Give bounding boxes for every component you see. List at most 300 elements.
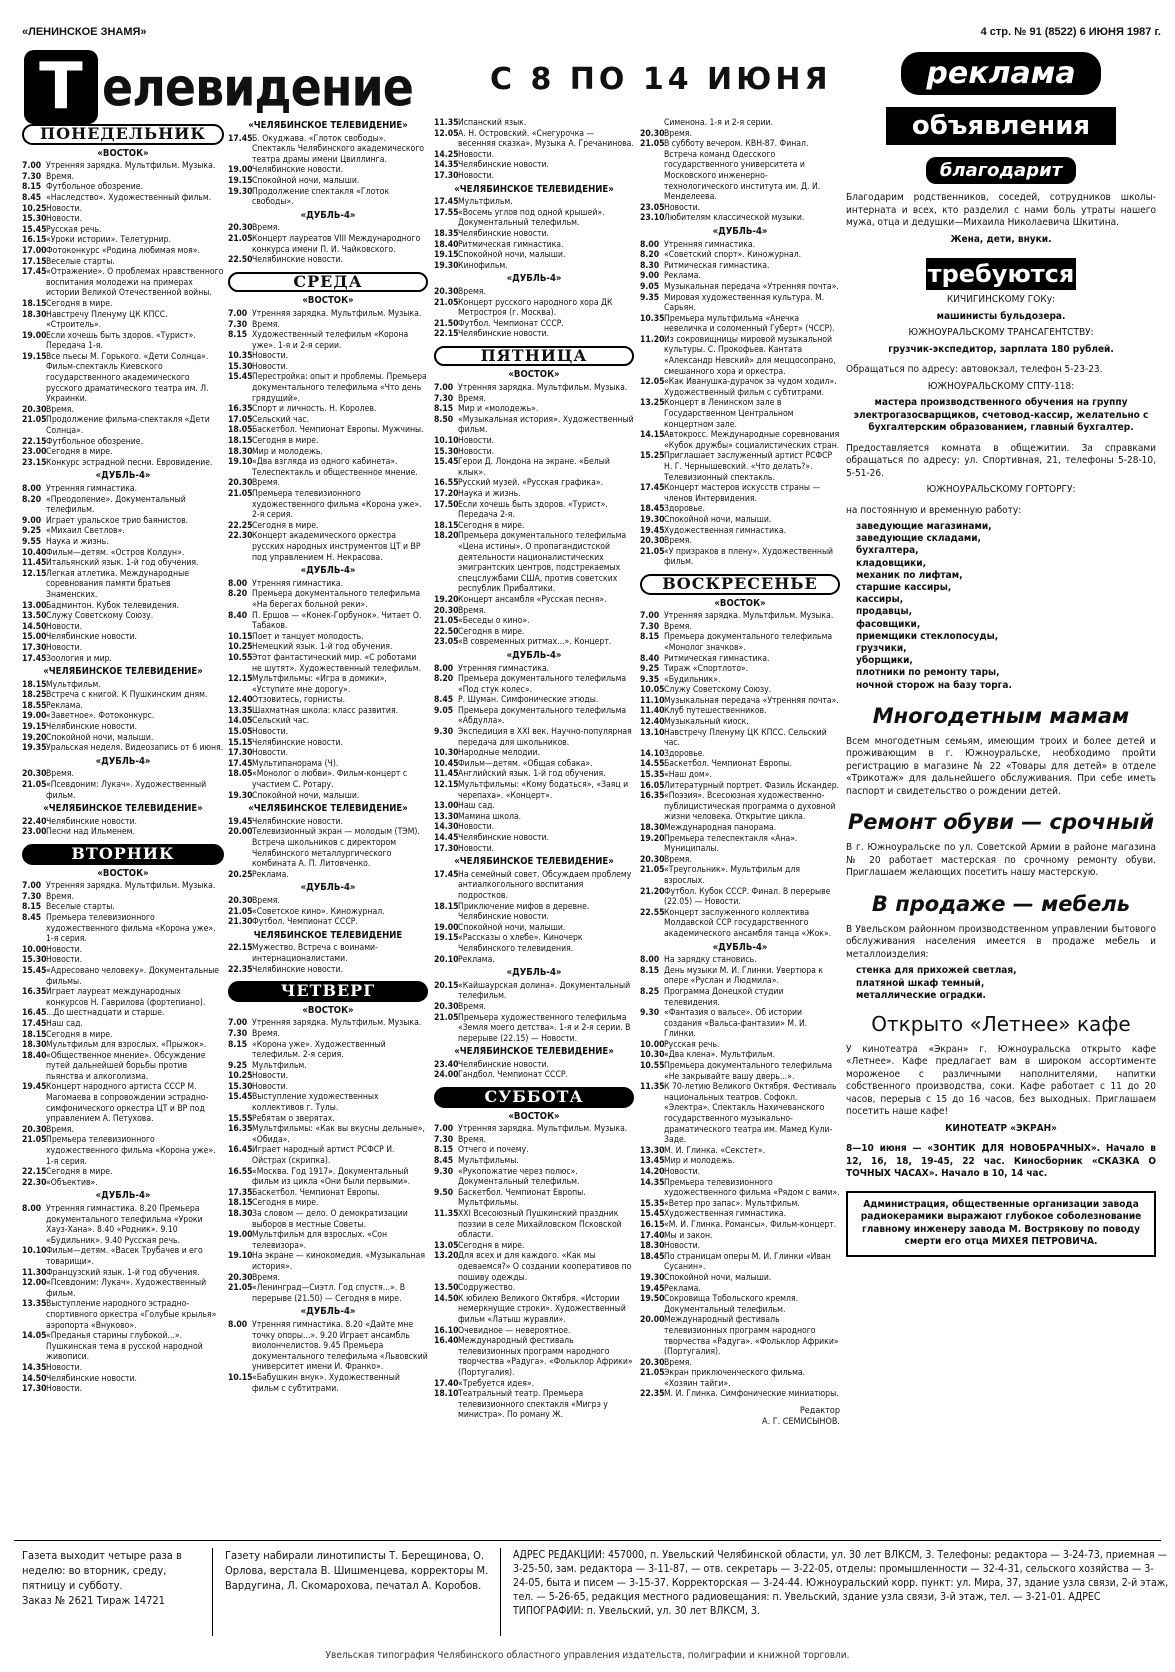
ads-banner-announcements: объявления: [886, 107, 1116, 145]
program-list: [434, 981, 634, 1045]
program-title: Футбольное обозрение.: [46, 436, 144, 447]
program-time: 19.10: [228, 457, 253, 468]
program-row: [228, 1251, 428, 1272]
program-time: 20.30: [434, 286, 459, 297]
program-row: [434, 1002, 634, 1013]
program-row: [640, 664, 840, 675]
editor-credit: [640, 1406, 840, 1427]
program-time: 22.40: [22, 816, 47, 827]
program-row: [640, 240, 840, 251]
program-time: 14.05: [228, 716, 253, 727]
program-title: Немецкий язык. 1-й год обучения.: [252, 642, 393, 653]
ads-banner-wanted: требуются: [927, 260, 1075, 288]
program-row: [22, 680, 224, 691]
program-title: Играет уральское трио баянистов.: [46, 515, 189, 526]
program-time: 19.00: [22, 330, 47, 341]
program-title: «Поэзия». Всесоюзная художественно-публицистическая программа о духовной жизни человека. Открытие цикла.: [664, 791, 836, 823]
program-time: 13.05: [434, 1240, 459, 1251]
program-title: Новости.: [46, 955, 83, 966]
program-title: «Преодоление». Документальный телефильм.: [46, 494, 186, 516]
day-heading-tuesday: ВТОРНИК: [22, 844, 224, 865]
program-title: Челябинские новости.: [46, 632, 137, 643]
program-row: [22, 892, 224, 903]
program-row: [22, 945, 224, 956]
program-time: 17.30: [22, 1384, 47, 1395]
program-time: 13.25: [640, 398, 665, 409]
program-time: 14.25: [434, 149, 459, 160]
program-row: [640, 1284, 840, 1295]
program-title: Музыкальный киоск.: [664, 717, 749, 728]
program-time: 18.25: [22, 690, 47, 701]
program-row: [434, 812, 634, 823]
channel-heading: «ВОСТОК»: [97, 867, 149, 879]
program-row: [228, 531, 428, 563]
program-list: [22, 881, 224, 1188]
program-row: [640, 504, 840, 515]
program-row: [22, 632, 224, 643]
program-time: 16.55: [434, 478, 459, 489]
program-title: Реклама.: [664, 1283, 701, 1294]
program-row: [640, 675, 840, 686]
program-time: 18.45: [640, 1251, 665, 1262]
program-row: [228, 320, 428, 331]
program-row: [22, 1051, 224, 1083]
program-time: 17.35: [228, 1187, 253, 1198]
program-time: 22.25: [228, 520, 253, 531]
program-row: [228, 1167, 428, 1188]
program-row: [22, 267, 224, 299]
program-row: [640, 1008, 840, 1040]
program-time: 11.40: [640, 706, 665, 717]
program-row: [22, 701, 224, 712]
program-time: 18.15: [22, 679, 47, 690]
program-title: «Преданья старины глубокой...». Пушкинская тема в русской народной живописи.: [46, 1331, 203, 1363]
cinema-heading: КИНОТЕАТР «ЭКРАН»: [945, 1122, 1057, 1134]
program-time: 22.30: [22, 1177, 47, 1188]
program-row: [434, 240, 634, 251]
program-title: А. Н. Островский. «Снегурочка — весенняя сказка». Музыка А. Гречанинова.: [458, 128, 634, 150]
program-row: [434, 727, 634, 748]
program-list: [640, 240, 840, 568]
channel-heading: «ВОСТОК»: [508, 369, 560, 381]
program-row: [434, 160, 634, 171]
program-time: 18.30: [228, 446, 253, 457]
program-row: [228, 1145, 428, 1166]
ad-text-furniture: В Увельском районном производственном управлении бытового обслуживания населения имеется в продаже мебель и металлоизделия:: [846, 923, 1156, 960]
program-time: 19.15: [22, 351, 47, 362]
program-title: Время.: [252, 223, 280, 234]
program-time: 9.25: [228, 1060, 248, 1071]
program-time: 19.30: [640, 514, 665, 525]
program-title: Мы и закон.: [664, 1230, 713, 1241]
program-title: Время.: [458, 1001, 486, 1012]
program-title: Литературный портрет. Фазиль Искандер.: [664, 780, 840, 791]
program-time: 17.55: [434, 207, 459, 218]
program-time: 10.45: [434, 758, 459, 769]
program-row: [434, 822, 634, 833]
program-title: Время.: [252, 895, 280, 906]
program-time: 14.45: [434, 833, 459, 843]
list-item: кассиры,: [856, 594, 904, 606]
program-title: Время.: [458, 286, 486, 297]
program-time: 20.30: [228, 478, 253, 489]
program-time: 19.20: [22, 732, 47, 743]
program-time: 22.35: [228, 964, 253, 975]
program-row: [228, 579, 428, 590]
program-title: Время.: [252, 319, 280, 330]
program-row: [22, 569, 224, 601]
program-time: 8.20: [434, 674, 454, 685]
program-title: «Кайшаурская долина». Документальный телефильм.: [458, 980, 631, 1002]
program-title: Зоология и мир.: [46, 653, 112, 664]
program-title: Отзовитесь, горнисты.: [252, 695, 346, 706]
program-row: [228, 1018, 428, 1029]
program-time: 23.15: [22, 457, 47, 468]
program-time: 11.35: [640, 1082, 665, 1093]
program-time: 10.35: [640, 313, 665, 324]
program-title: Тираж «Спортлото».: [664, 664, 749, 675]
program-row: [434, 1294, 634, 1326]
ad-heading-cafe: Открыто «Летнее» кафе: [871, 1011, 1131, 1036]
program-time: 10.30: [640, 1050, 665, 1061]
program-title: Художественный телефильм «Корона уже». 1-я и 2-я серии.: [252, 330, 409, 351]
program-row: [228, 791, 428, 802]
program-row: [228, 653, 428, 674]
list-item: грузчики,: [856, 643, 907, 655]
channel-heading: «ДУБЛЬ-4»: [300, 209, 356, 221]
publication-schedule: Газета выходит четыре раза в неделю: во вторник, среду, пятницу и субботу.: [22, 1549, 182, 1592]
program-title: Новости.: [252, 351, 289, 362]
program-row: [640, 293, 840, 314]
program-title: Конкурс эстрадной песни. Евровидение.: [46, 457, 213, 468]
program-row: [434, 229, 634, 240]
program-title: Спокойной ночи, малыши.: [46, 732, 154, 743]
program-time: 7.00: [22, 881, 42, 892]
program-time: 15.30: [22, 955, 47, 966]
program-title: «Беседы о кино».: [458, 616, 530, 627]
program-list: [22, 161, 224, 468]
program-title: Челябинские новости.: [46, 722, 137, 733]
program-time: 21.05: [22, 1135, 47, 1146]
employer-heading: ЮЖНОУРАЛЬСКОМУ ТРАНСАГЕНТСТВУ:: [908, 327, 1094, 338]
list-item: плотники по ремонту тары,: [856, 667, 1000, 679]
channel-heading: «ДУБЛЬ-4»: [300, 882, 356, 894]
program-time: 19.20: [434, 594, 459, 605]
program-time: 15.30: [434, 446, 459, 457]
program-row: [228, 674, 428, 695]
program-title: Время.: [46, 404, 74, 415]
program-title: Герои Д. Лондона на экране. «Белый клык».: [458, 457, 610, 478]
program-title: «Два клена». Мультфильм.: [664, 1050, 775, 1061]
program-title: «Общественное мнение». Обсуждение путей дальнейшей борьбы против пьянства и алкоголизма.: [46, 1050, 206, 1082]
program-time: 7.00: [434, 383, 454, 394]
channel-heading: «ДУБЛЬ-4»: [95, 470, 151, 482]
program-row: [22, 643, 224, 654]
program-row: [640, 430, 840, 451]
program-row: [434, 769, 634, 780]
program-row: [228, 489, 428, 521]
program-title: Баскетбол. Чемпионат Европы.: [252, 1187, 380, 1198]
program-title: Спокойной ночи, малыши.: [252, 790, 360, 801]
program-time: 23.00: [22, 827, 47, 838]
program-row: [228, 706, 428, 717]
channel-heading: «ЧЕЛЯБИНСКОЕ ТЕЛЕВИДЕНИЕ»: [454, 1046, 614, 1058]
program-row: [22, 611, 224, 622]
program-title: Сегодня в мире.: [46, 1167, 113, 1178]
channel-heading: «ЧЕЛЯБИНСКОЕ ТЕЛЕВИДЕНИЕ»: [248, 120, 408, 131]
program-title: Сокровища Тобольского кремля. Документальный телефильм.: [664, 1294, 799, 1315]
program-title: «Уроки истории». Телетурнир.: [46, 235, 171, 246]
program-time: 8.40: [640, 653, 660, 664]
program-row: [22, 722, 224, 733]
program-time: 8.45: [22, 192, 42, 203]
program-title: «Объектив».: [46, 1177, 98, 1188]
program-time: 8.00: [640, 239, 660, 250]
program-row: [434, 844, 634, 855]
program-time: 10.40: [22, 547, 47, 558]
program-time: 14.35: [22, 1362, 47, 1373]
program-title: Очевидное — невероятное.: [458, 1325, 571, 1336]
program-row: [640, 611, 840, 622]
program-time: 21.05: [640, 865, 665, 876]
program-row: [434, 981, 634, 1002]
program-time: 22.35: [640, 1389, 665, 1400]
program-row: [640, 632, 840, 653]
program-time: 18.15: [434, 901, 459, 912]
program-title: Премьера документального телефильма «Абдулла».: [458, 705, 627, 727]
program-time: 19.15: [434, 933, 459, 944]
program-title: Международный фестиваль телевизионных программ народного творчества «Радуга». «Фольклор Африки» (Португалия).: [458, 1336, 633, 1378]
program-row: [22, 1167, 224, 1178]
program-time: 8.20: [22, 494, 42, 505]
program-title: Веселые старты.: [46, 256, 115, 267]
program-row: [22, 526, 224, 537]
program-time: 7.30: [228, 1028, 248, 1039]
program-row: [228, 943, 428, 964]
program-row: [22, 1384, 224, 1395]
program-row: [22, 1246, 224, 1267]
program-time: 8.45: [434, 1156, 454, 1167]
program-time: 14.35: [640, 1177, 665, 1188]
program-title: Сегодня в мире.: [458, 1240, 525, 1251]
program-title: Автокросс. Международные соревнования «Кубок дружбы» социалистических стран.: [664, 430, 840, 451]
program-title: «Ленинград—Сиэтл. Год спустя...». В перерыве (21.50) — Сегодня в мире.: [252, 1283, 406, 1304]
program-title: Челябинские новости.: [252, 816, 343, 827]
program-title: Мультфильмы.: [458, 1156, 519, 1167]
tv-column-3: [434, 118, 634, 1421]
program-list: [434, 664, 634, 855]
program-time: 10.25: [22, 203, 47, 214]
program-time: 9.05: [434, 705, 454, 716]
program-time: 22.15: [434, 329, 459, 340]
program-row: [22, 548, 224, 559]
program-row: [22, 204, 224, 215]
program-title: Приглашает заслуженный артист РСФСР Н. Г. Чернышевский. «Что делать?». Телевизионный спектакль.: [664, 451, 833, 483]
program-time: 13.35: [228, 705, 253, 716]
program-row: [22, 743, 224, 754]
program-title: Новости.: [252, 727, 289, 738]
program-row: [228, 351, 428, 362]
program-title: Премьера мультфильма «Анечка невеличка и соломенный Губерт» (ЧССР).: [664, 313, 835, 335]
program-title: Новости.: [46, 1384, 83, 1395]
program-row: [434, 664, 634, 675]
program-time: 18.30: [640, 823, 665, 833]
ads-column: [846, 52, 1156, 1257]
program-time: 8.20: [640, 250, 660, 261]
program-row: [434, 1013, 634, 1045]
program-title: Мир и молодежь.: [252, 446, 323, 457]
program-time: 18.30: [640, 1241, 665, 1252]
program-row: [434, 902, 634, 923]
program-time: 7.00: [640, 611, 660, 622]
program-title: Экран приключенческого фильма. «Хозяин тайги».: [664, 1368, 806, 1389]
cinema-text: 8—10 июня — «ЗОНТИК ДЛЯ НОВОБРАЧНЫХ». Начало в 12, 16, 18, 19-45, 22 час. Киносборник «СКАЗКА О ТОЧНЫХ ЧАСАХ». Начало в 10, 14 час.: [846, 1143, 1156, 1180]
program-row: [228, 165, 428, 176]
program-title: Время.: [252, 478, 280, 489]
program-row: [22, 225, 224, 236]
program-row: [22, 447, 224, 458]
tv-column-4: [640, 118, 840, 1427]
program-row: [434, 706, 634, 727]
program-title: Время.: [46, 1124, 74, 1135]
program-time: 7.00: [228, 308, 248, 319]
program-list: [228, 579, 428, 801]
program-title: Концерт академического оркестра русских народных инструментов ЦТ и ВР под управлением Н. Некрасова.: [252, 531, 421, 563]
program-time: 13.30: [434, 811, 459, 822]
program-title: Новости.: [46, 214, 83, 225]
order-and-circulation: Заказ № 2621 Тираж 14721: [22, 1594, 165, 1607]
program-title: Концерт лауреатов VIII Международного конкурса имени П. И. Чайковского.: [252, 233, 421, 255]
program-time: 21.05: [228, 1283, 253, 1294]
program-row: [434, 521, 634, 532]
program-title: Наш сад.: [46, 1018, 83, 1029]
program-row: [640, 696, 840, 707]
program-row: [434, 1145, 634, 1156]
ad-text-cafe: У кинотеатра «Экран» г. Южноуральска открыто кафе «Летнее». Кафе предлагает вам в широком ассортименте мороженое с различными наполнителями, напитки собственного производства, соки. Кафе работает с 11 до 20 часов, перерыв с 15 до 16 часов, без выходных. Приглашаем посетить наше кафе!: [846, 1043, 1156, 1118]
program-time: 11.35: [434, 118, 459, 128]
program-row: [22, 711, 224, 722]
program-time: 15.45: [228, 1092, 253, 1103]
program-row: [228, 589, 428, 610]
program-row: [640, 261, 840, 272]
program-row: [228, 1124, 428, 1145]
program-time: 18.40: [434, 239, 459, 250]
program-row: [22, 1331, 224, 1363]
program-row: [640, 139, 840, 203]
program-time: 21.05: [640, 1368, 665, 1379]
program-time: 16.15: [22, 235, 47, 246]
program-row: [640, 781, 840, 792]
program-row: [434, 436, 634, 447]
program-title: Спокойной ночи, малыши.: [664, 1272, 772, 1283]
program-title: Новости.: [252, 748, 289, 759]
program-title: Новости.: [46, 944, 83, 955]
program-title: Время.: [664, 1357, 692, 1368]
program-row: [434, 637, 634, 648]
program-time: 21.05: [640, 139, 665, 150]
program-time: 15.15: [228, 737, 253, 748]
program-title: Реклама.: [252, 869, 289, 880]
program-title: Кинофильм.: [458, 260, 508, 271]
program-time: 22.50: [434, 626, 459, 637]
program-title: Сегодня в мире.: [458, 626, 525, 637]
program-title: Спокойной ночи, малыши.: [252, 175, 360, 186]
program-title: Время.: [46, 891, 74, 902]
program-title: Новости.: [458, 149, 495, 160]
program-time: 21.05: [228, 489, 253, 499]
program-row: [228, 478, 428, 489]
program-title: Мультфильм для взрослых. «Прыжок».: [46, 1040, 207, 1051]
program-row: [434, 1135, 634, 1146]
program-time: 20.30: [228, 223, 253, 234]
program-title: «Будильник».: [664, 674, 721, 685]
program-title: Гандбол. Чемпионат СССР.: [458, 1070, 568, 1081]
program-title: Играет народный артист РСФСР И. Ойстрах (скрипка).: [252, 1145, 395, 1167]
program-row: [22, 733, 224, 744]
program-title: Клуб путешественников.: [664, 706, 767, 717]
program-row: [228, 134, 428, 166]
program-row: [228, 1273, 428, 1284]
program-time: 10.25: [228, 642, 253, 653]
program-title: Челябинские новости.: [458, 329, 549, 340]
program-list: [434, 1060, 634, 1081]
program-title: «Наследство». Художественный фильм.: [46, 192, 212, 203]
program-title: Приключение мифов в деревне. Челябинские новости.: [458, 901, 590, 923]
program-title: По страницам оперы М. И. Глинки «Иван Сусанин».: [664, 1251, 831, 1273]
program-list: [228, 943, 428, 975]
condolence-box: Администрация, общественные организации завода радиокерамики выражают глубокое соболезнование главному инженеру завода М. Вострякову по поводу смерти его отца МИХЕЯ ПЕТРОВИЧА.: [846, 1191, 1156, 1257]
program-title: Челябинские новости.: [252, 964, 343, 975]
program-title: Время.: [664, 536, 692, 547]
list-item: старшие кассиры,: [856, 582, 952, 594]
program-title: Сельский час.: [252, 414, 310, 425]
program-time: 18.15: [228, 1198, 253, 1209]
program-time: 20.30: [434, 605, 459, 616]
program-title: Новости.: [664, 1241, 701, 1252]
program-row: [434, 748, 634, 759]
list-item: фасовщики,: [856, 618, 921, 630]
job-note: на постоянную и временную работу:: [846, 504, 1022, 516]
channel-heading: «ДУБЛЬ-4»: [95, 1190, 151, 1202]
program-row: [228, 907, 428, 918]
program-title: Время.: [664, 621, 692, 632]
program-time: 18.15: [434, 520, 459, 531]
program-title: Ритмическая гимнастика.: [458, 239, 564, 250]
program-row: [640, 1252, 840, 1273]
program-row: [22, 913, 224, 945]
program-row: [640, 749, 840, 760]
program-row: [228, 1283, 428, 1304]
program-row: [640, 536, 840, 547]
channel-heading: «ДУБЛЬ-4»: [300, 1306, 356, 1318]
program-time: 23.00: [22, 447, 47, 458]
program-row: [640, 282, 840, 293]
program-row: [22, 1135, 224, 1167]
program-title: К юбилею Великого Октября. «Истории немеркнущие строки». Художественный фильм «Латыш журавли».: [458, 1293, 626, 1325]
program-row: [434, 801, 634, 812]
program-time: 12.05: [434, 128, 459, 139]
list-item: заведующие складами,: [856, 533, 981, 545]
program-title: В субботу вечером. КВН-87. Финал. Встреча команд Одесского государственного университета и Московского инженерно-технологического института им. Д. И. Менделеева.: [664, 139, 821, 203]
program-row: [640, 706, 840, 717]
program-time: 17.30: [228, 748, 253, 759]
program-title: Реклама.: [664, 271, 701, 282]
program-row: [22, 1268, 224, 1279]
program-list: [228, 223, 428, 265]
program-row: [228, 695, 428, 706]
program-title: «Монолог о любви». Фильм-концерт с участием С. Ротару.: [252, 769, 408, 791]
program-time: 18.05: [228, 769, 253, 780]
